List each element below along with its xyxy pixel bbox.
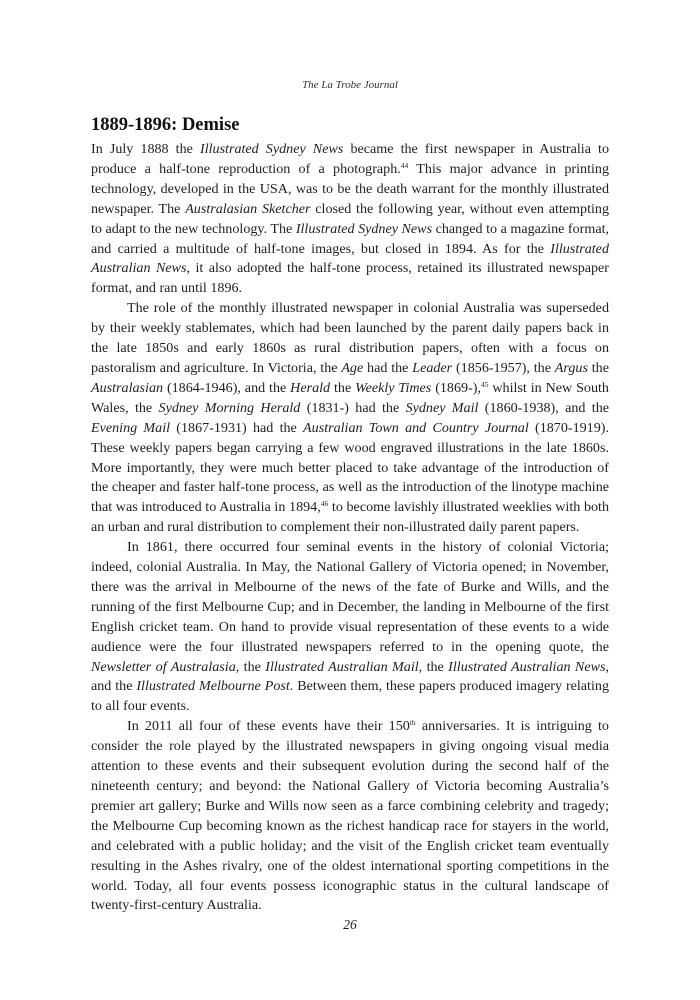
text-run: (1870-1919). These weekly papers began carrying a few wood engraved illustrations in the late 1860s. More importantly, they were much better placed to take advantage of the introduction of the cheaper and faster half-tone process, as well as the introduction of the linotype machine that was introduced to Australia in 1894,: [91, 419, 609, 516]
italic-title: Age: [341, 359, 364, 376]
text-run: This major advance in printing technology, developed in the USA, was to be the death warrant for the monthly illustrated newspaper. The: [91, 160, 609, 217]
italic-title: Illustrated Sydney News: [200, 141, 344, 157]
italic-title: Herald: [290, 379, 331, 396]
paragraph: [91, 140, 609, 299]
italic-title: Sydney Mail: [405, 399, 479, 416]
text-run: the: [330, 379, 356, 396]
body-text: [91, 113, 609, 916]
footnote-marker: 46: [320, 499, 329, 509]
italic-title: Australasian: [91, 379, 164, 396]
text-run: the: [587, 359, 609, 376]
italic-title: Argus: [554, 359, 588, 376]
italic-title: Australasian Sketcher: [185, 200, 311, 217]
text-run: , it also adopted the half-tone process, retained its illustrated newspaper format, and ran until 1896.: [91, 260, 609, 297]
italic-title: Illustrated Australian Mail: [265, 658, 419, 675]
italic-title: Illustrated Australian News: [448, 658, 606, 675]
text-run: anniversaries. It is intriguing to consider the role played by the illustrated newspapers in giving ongoing visual media attention to these events and their subsequent evolution during the second half of the nineteenth century; and beyond: the National Gallery of Victoria becoming Australia’s premier art gallery; Burke and Wills now seen as a farce combining celebrity and tragedy; the Melbourne Cup becoming known as the richest handicap race for stayers in the world, and celebrated with a public holiday; and the visit of the English cricket team eventually resulting in the Ashes rivalry, one of the oldest international sporting competitions in the world. Today, all four events possess iconographic status in the cultural landscape of twenty-first-century Australia.: [91, 718, 609, 914]
text-run: (1864-1946), and the: [163, 379, 291, 396]
text-run: (1831-) had the: [300, 399, 406, 416]
paragraph: [91, 299, 609, 538]
text-run: In 2011 all four of these events have their 150: [127, 718, 410, 735]
italic-title: Sydney Morning Herald: [158, 399, 301, 416]
text-run: (1869-),: [431, 379, 481, 396]
text-run: to become lavishly illustrated weeklies with both an urban and rural distribution to complement their non-illustrated daily parent papers.: [91, 499, 610, 536]
paragraph-list: [91, 140, 609, 916]
text-run: became the first newspaper in Australia to produce a half-tone reproduction of a photograph.: [91, 141, 610, 177]
italic-title: Illustrated Melbourne Post: [136, 678, 290, 695]
italic-title: Illustrated Sydney News: [295, 220, 433, 237]
footnote-marker: th: [409, 718, 416, 728]
paragraph: [91, 717, 609, 916]
footnote-marker: 45: [480, 379, 489, 389]
italic-title: Newsletter of Australasia: [91, 658, 236, 675]
text-run: In 1861, there occurred four seminal events in the history of colonial Victoria; indeed, colonial Australia. In May, the National Gallery of Victoria opened; in November, there was the arrival in Melbourne of the news of the fate of Burke and Wills, and the running of the first Melbourne Cup; and in December, the landing in Melbourne of the first English cricket team. On hand to provide visual representation of these events to a wide audience were the four illustrated newspapers referred to in the opening quote, the: [91, 539, 609, 655]
running-head: The La Trobe Journal: [302, 79, 398, 91]
italic-title: Leader: [412, 359, 453, 376]
italic-title: Illustrated Australian News: [91, 240, 609, 277]
italic-title: Evening Mail: [91, 419, 171, 436]
page-number: 26: [343, 917, 357, 932]
text-run: (1860-1938), and the: [478, 399, 609, 416]
section-heading: 1889-1896: Demise: [91, 115, 240, 135]
text-run: , and the: [91, 658, 609, 695]
text-run: (1867-1931) had the: [170, 419, 304, 436]
text-run: whilst in New South Wales, the: [91, 379, 609, 416]
paragraph: [91, 538, 609, 717]
text-run: , the: [235, 658, 266, 675]
text-run: The role of the monthly illustrated newspaper in colonial Australia was superseded by their weekly stablemates, which had been launched by the parent daily papers back in the late 1850s and early 1860s as rural distribution papers, often with a focus on pastoralism and agriculture. In Victoria, the: [91, 300, 609, 376]
italic-title: Australian Town and Country Journal: [303, 419, 529, 436]
text-run: had the: [363, 359, 413, 376]
footnote-marker: 44: [400, 160, 409, 170]
text-run: In July 1888 the: [91, 141, 200, 157]
text-run: changed to a magazine format, and carried a multitude of half-tone images, but closed in 1894. As for the: [91, 220, 610, 257]
text-run: (1856-1957), the: [452, 359, 555, 376]
italic-title: Weekly Times: [355, 379, 432, 396]
text-run: , the: [418, 658, 449, 675]
text-run: closed the following year, without even attempting to adapt to the new technology. The: [91, 200, 609, 237]
text-run: . Between them, these papers produced imagery relating to all four events.: [91, 678, 609, 715]
